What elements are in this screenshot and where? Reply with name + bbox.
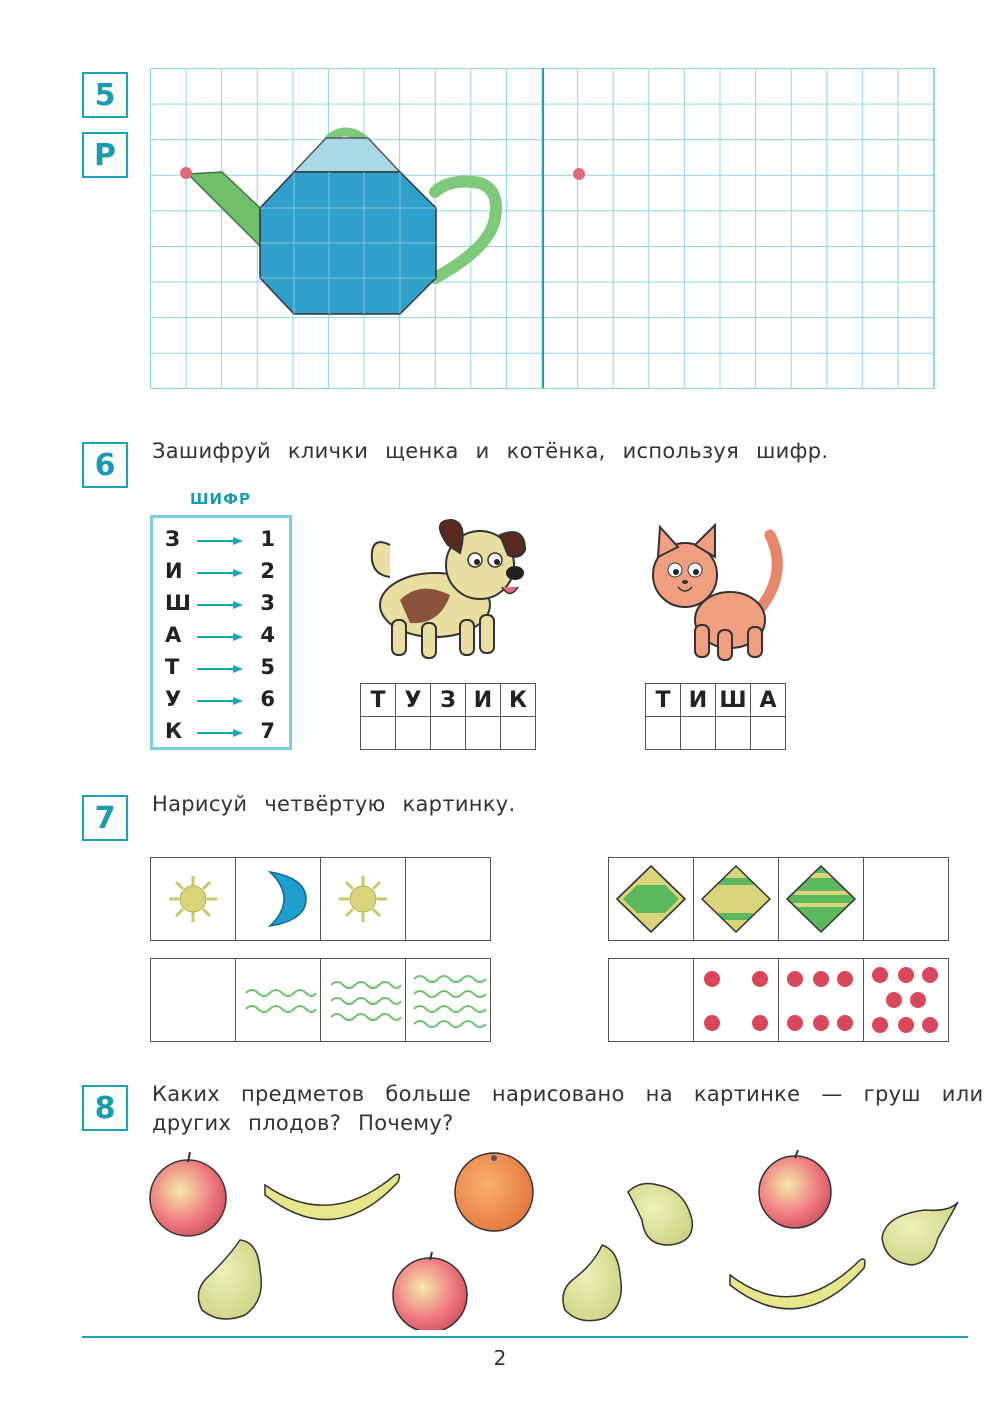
teapot-picture: [150, 68, 542, 388]
cipher-digit: 3: [260, 591, 275, 615]
task-8-number: 8: [82, 1085, 128, 1131]
cipher-letter: У: [165, 687, 182, 711]
kitten-code-cell[interactable]: [646, 717, 681, 750]
arrow-icon: [195, 623, 255, 647]
cipher-row: [165, 685, 280, 713]
teapot-spout: [188, 172, 260, 246]
page-number: 2: [493, 1346, 507, 1370]
start-dot: [180, 167, 192, 179]
sequence-cell: [694, 959, 779, 1041]
apple-icon: [759, 1150, 831, 1228]
cipher-row: [165, 717, 280, 745]
arrow-icon: [195, 687, 255, 711]
dots-icon: [694, 959, 778, 1041]
diamond-icon: [694, 858, 778, 940]
cipher-digit: 6: [260, 687, 275, 711]
cipher-digit: 5: [260, 655, 275, 679]
puppy-name-letter: У: [396, 684, 431, 717]
kitten-code-cell[interactable]: [681, 717, 716, 750]
puppy-name-letter: З: [431, 684, 466, 717]
puppy-code-cell[interactable]: [361, 717, 396, 750]
sequence-cell: [864, 959, 948, 1041]
sun-icon: [151, 858, 235, 940]
task-8-text-line1: Каких предметов больше нарисовано на картинке — груш или: [152, 1082, 984, 1106]
cipher-letter: И: [165, 559, 183, 583]
sequence-cell: [236, 858, 321, 940]
cipher-letter: Ш: [165, 591, 191, 615]
kitten-name-letter: Ш: [716, 684, 751, 717]
sequence-cell: [779, 858, 864, 940]
fruit-picture: [140, 1150, 980, 1330]
orange-icon: [455, 1153, 533, 1231]
pear-icon: [628, 1184, 692, 1246]
cipher-table: [150, 515, 292, 750]
diamond-icon: [779, 858, 863, 940]
cipher-row: [165, 557, 280, 585]
answer-cell[interactable]: [151, 959, 236, 1041]
answer-cell[interactable]: [864, 858, 948, 940]
puppy-picture: [360, 515, 530, 665]
cipher-letter: Т: [165, 655, 180, 679]
task-6-text: Зашифруй клички щенка и котёнка, используя шифр.: [152, 439, 829, 463]
cipher-digit: 1: [260, 527, 275, 551]
cipher-row: [165, 621, 280, 649]
kitten-code-cell[interactable]: [716, 717, 751, 750]
arrow-icon: [195, 655, 255, 679]
cipher-digit: 4: [260, 623, 275, 647]
start-dot-right: [573, 168, 585, 180]
task-8-text-line2: других плодов? Почему?: [152, 1111, 454, 1135]
sequence-cell: [779, 959, 864, 1041]
sun-icon: [321, 858, 405, 940]
wave-icon: [236, 959, 320, 1041]
cipher-row: [165, 589, 280, 617]
task-7-text: Нарисуй четвёртую картинку.: [152, 792, 516, 816]
task-6-number: 6: [82, 442, 128, 488]
puppy-code-cell[interactable]: [466, 717, 501, 750]
arrow-icon: [195, 719, 255, 743]
task-5-number: 5: [82, 72, 128, 118]
sequence-diamonds: [608, 857, 949, 941]
dots-icon: [779, 959, 863, 1041]
kitten-picture: [640, 515, 790, 665]
cipher-title: ШИФР: [190, 490, 251, 508]
sequence-cell: [406, 959, 490, 1041]
sequence-sun-moon: [150, 857, 491, 941]
arrow-icon: [195, 591, 255, 615]
puppy-code-cell[interactable]: [501, 717, 536, 750]
task-5-badge: Р: [82, 132, 128, 178]
cipher-row: [165, 525, 280, 553]
pear-icon: [563, 1245, 621, 1321]
task-7-number: 7: [82, 795, 128, 841]
banana-icon: [730, 1259, 865, 1309]
apple-icon: [150, 1152, 226, 1236]
cipher-row: [165, 653, 280, 681]
puppy-code-cell[interactable]: [396, 717, 431, 750]
puppy-name-table: [360, 683, 536, 750]
apple-icon: [393, 1252, 467, 1330]
kitten-name-letter: А: [751, 684, 786, 717]
sequence-cell: [321, 959, 406, 1041]
cipher-letter: А: [165, 623, 182, 647]
pear-icon: [198, 1240, 261, 1319]
puppy-name-letter: К: [501, 684, 536, 717]
answer-cell[interactable]: [406, 858, 490, 940]
sequence-cell: [609, 858, 694, 940]
teapot-handle: [435, 182, 496, 278]
cipher-digit: 2: [260, 559, 275, 583]
sequence-cell: [151, 858, 236, 940]
kitten-code-cell[interactable]: [751, 717, 786, 750]
wave-icon: [321, 959, 405, 1041]
sequence-cell: [321, 858, 406, 940]
sequence-dots: [608, 958, 949, 1042]
cipher-letter: З: [165, 527, 180, 551]
cipher-digit: 7: [260, 719, 275, 743]
puppy-name-letter: И: [466, 684, 501, 717]
puppy-code-cell[interactable]: [431, 717, 466, 750]
moon-icon: [236, 858, 320, 940]
answer-cell[interactable]: [609, 959, 694, 1041]
pear-icon: [882, 1202, 958, 1265]
grid-center-line: [542, 68, 544, 388]
kitten-name-table: [645, 683, 786, 750]
arrow-icon: [195, 527, 255, 551]
puppy-name-letter: Т: [361, 684, 396, 717]
footer-line: [82, 1336, 968, 1338]
arrow-icon: [195, 559, 255, 583]
wave-icon: [406, 959, 490, 1041]
banana-icon: [265, 1174, 399, 1219]
kitten-name-letter: И: [681, 684, 716, 717]
sequence-waves: [150, 958, 491, 1042]
teapot-lid: [294, 138, 400, 172]
cipher-letter: К: [165, 719, 183, 743]
sequence-cell: [236, 959, 321, 1041]
diamond-icon: [609, 858, 693, 940]
kitten-name-letter: Т: [646, 684, 681, 717]
dots-icon: [864, 959, 948, 1041]
sequence-cell: [694, 858, 779, 940]
